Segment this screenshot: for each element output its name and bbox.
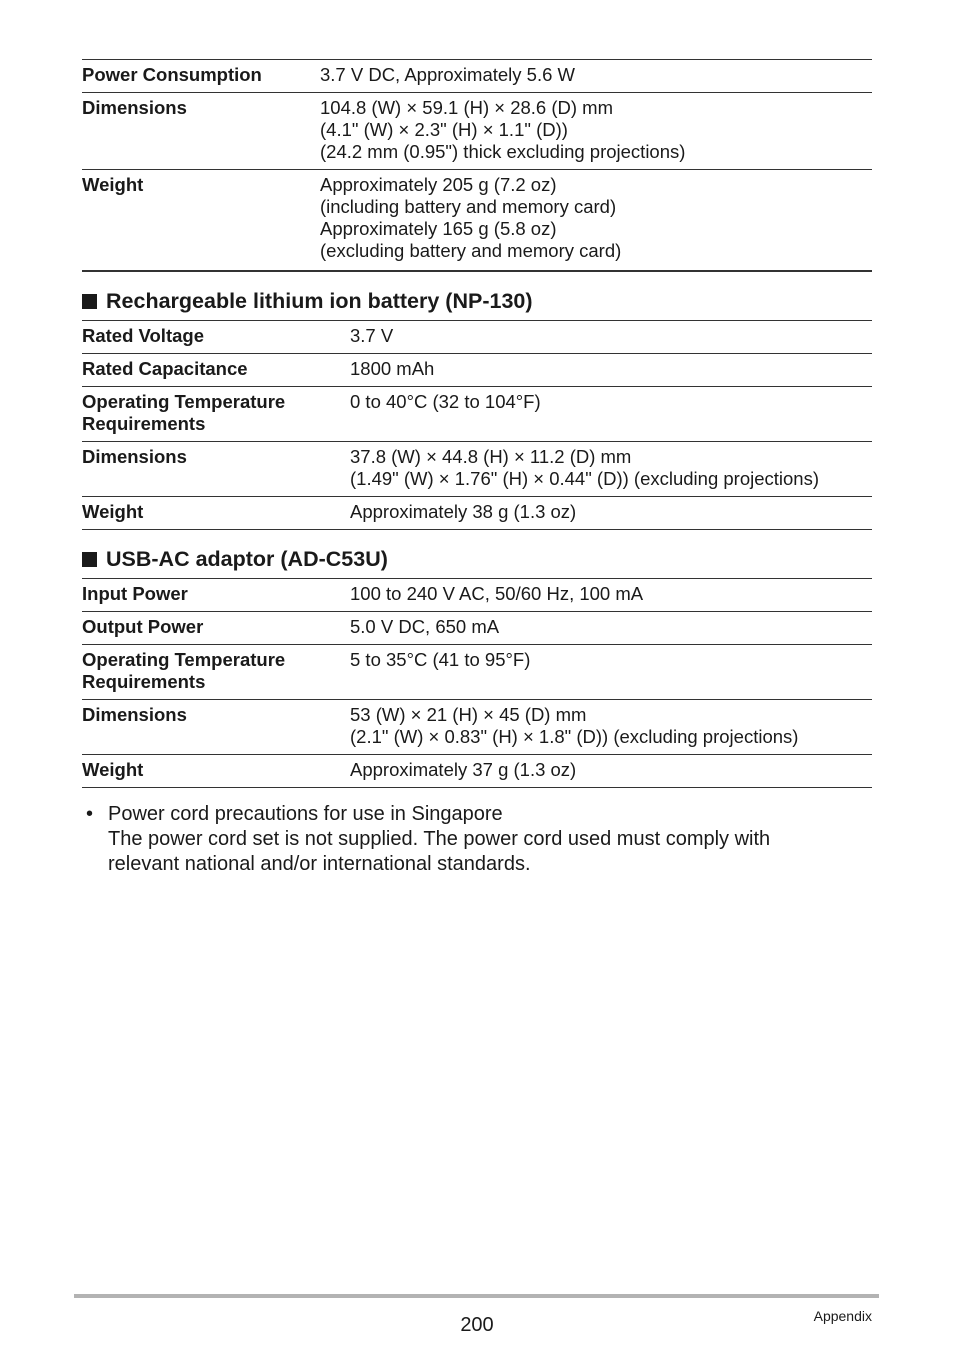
- camera-spec-table: [82, 59, 872, 272]
- spec-value-line: 3.7 V: [350, 325, 394, 346]
- spec-value-line: 5 to 35°C (41 to 95°F): [350, 649, 531, 670]
- spec-row: [82, 442, 872, 497]
- note-line: relevant national and/or international standards.: [108, 853, 531, 875]
- adaptor-section-title: USB-AC adaptor (AD-C53U): [106, 547, 388, 571]
- spec-key: Dimensions: [82, 93, 320, 170]
- spec-key: Power Consumption: [82, 60, 320, 93]
- spec-key-line: Requirements: [82, 413, 206, 434]
- spec-value-line: 3.7 V DC, Approximately 5.6 W: [320, 64, 575, 85]
- spec-value-line: Approximately 37 g (1.3 oz): [350, 759, 577, 780]
- battery-section-title: Rechargeable lithium ion battery (NP-130): [106, 289, 533, 313]
- spec-value-line: 104.8 (W) × 59.1 (H) × 28.6 (D) mm: [320, 97, 614, 118]
- spec-value: [350, 321, 872, 354]
- spec-value-line: 1800 mAh: [350, 358, 435, 379]
- spec-key: [82, 387, 350, 442]
- spec-value: [350, 612, 872, 645]
- spec-row: [82, 170, 872, 272]
- spec-row: [82, 354, 872, 387]
- spec-value: [350, 497, 872, 530]
- footer-divider: [74, 1294, 879, 1298]
- spec-value: [350, 579, 872, 612]
- spec-value-line: (2.1" (W) × 0.83" (H) × 1.8" (D)) (excluding projections): [350, 726, 799, 747]
- spec-row: [82, 497, 872, 530]
- spec-value-line: Approximately 165 g (5.8 oz): [320, 218, 557, 239]
- spec-value-line: (24.2 mm (0.95") thick excluding projections): [320, 141, 686, 162]
- spec-value: [350, 645, 872, 700]
- spec-value: [350, 442, 872, 497]
- spec-row: [82, 93, 872, 170]
- spec-key: [82, 645, 350, 700]
- spec-key: Weight: [82, 497, 350, 530]
- spec-key: Output Power: [82, 612, 350, 645]
- adaptor-spec-table: [82, 578, 872, 788]
- spec-value-line: 5.0 V DC, 650 mA: [350, 616, 500, 637]
- note-line: The power cord set is not supplied. The power cord used must comply with: [108, 828, 771, 850]
- singapore-power-cord-note: [82, 802, 872, 877]
- adaptor-section-heading: [82, 546, 872, 572]
- battery-section-heading: [82, 288, 872, 314]
- footer-section-label: Appendix: [813, 1308, 872, 1324]
- spec-row: [82, 612, 872, 645]
- spec-value: [350, 700, 872, 755]
- spec-value-line: Approximately 38 g (1.3 oz): [350, 501, 577, 522]
- spec-row: [82, 755, 872, 788]
- spec-key: Weight: [82, 170, 320, 272]
- spec-value: [350, 354, 872, 387]
- spec-row: [82, 645, 872, 700]
- spec-value-line: 0 to 40°C (32 to 104°F): [350, 391, 541, 412]
- spec-row: [82, 60, 872, 93]
- spec-value-line: 37.8 (W) × 44.8 (H) × 11.2 (D) mm: [350, 446, 632, 467]
- spec-key: Weight: [82, 755, 350, 788]
- spec-row: [82, 321, 872, 354]
- spec-value-line: (including battery and memory card): [320, 196, 617, 217]
- spec-value-line: (excluding battery and memory card): [320, 240, 622, 261]
- spec-value: [350, 387, 872, 442]
- spec-row: [82, 700, 872, 755]
- spec-row: [82, 387, 872, 442]
- spec-value: [350, 755, 872, 788]
- note-line: Power cord precautions for use in Singapore: [108, 803, 503, 825]
- note-bullet: •: [86, 803, 94, 825]
- spec-value: [320, 170, 872, 272]
- spec-value-line: 100 to 240 V AC, 50/60 Hz, 100 mA: [350, 583, 644, 604]
- spec-value: [320, 60, 872, 93]
- spec-value-line: (4.1" (W) × 2.3" (H) × 1.1" (D)): [320, 119, 568, 140]
- spec-page: [82, 59, 872, 877]
- square-bullet-icon: [82, 294, 97, 309]
- spec-value-line: (1.49" (W) × 1.76" (H) × 0.44" (D)) (excluding projections): [350, 468, 820, 489]
- spec-key-line: Operating Temperature: [82, 391, 286, 412]
- spec-row: [82, 579, 872, 612]
- spec-value-line: Approximately 205 g (7.2 oz): [320, 174, 557, 195]
- spec-key-line: Operating Temperature: [82, 649, 286, 670]
- spec-value: [320, 93, 872, 170]
- spec-key: Input Power: [82, 579, 350, 612]
- spec-key: Rated Capacitance: [82, 354, 350, 387]
- spec-value-line: 53 (W) × 21 (H) × 45 (D) mm: [350, 704, 587, 725]
- page-number: 200: [460, 1314, 494, 1336]
- square-bullet-icon: [82, 552, 97, 567]
- spec-key: Dimensions: [82, 700, 350, 755]
- spec-key-line: Requirements: [82, 671, 206, 692]
- spec-key: Rated Voltage: [82, 321, 350, 354]
- battery-spec-table: [82, 320, 872, 530]
- spec-key: Dimensions: [82, 442, 350, 497]
